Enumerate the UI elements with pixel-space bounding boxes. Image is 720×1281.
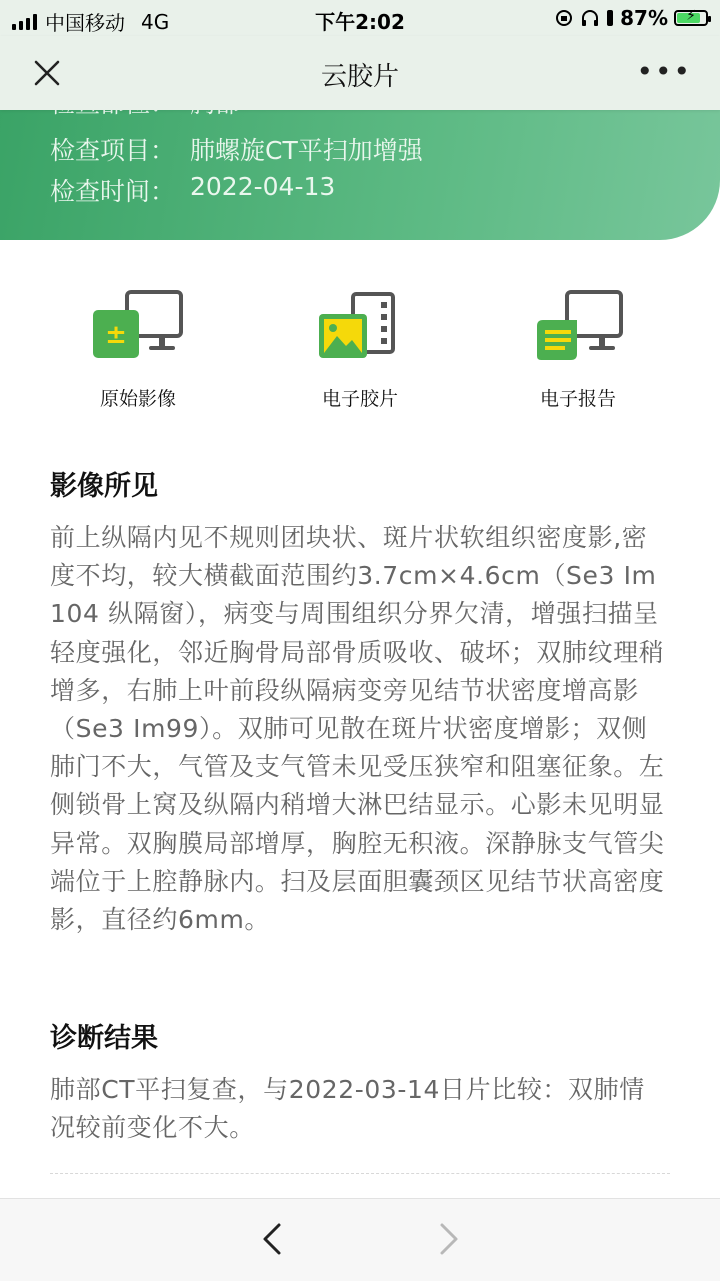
findings-title: 影像所见	[50, 471, 158, 502]
electronic-film-label: 电子胶片	[321, 388, 398, 410]
original-image-label: 原始影像	[99, 388, 176, 410]
findings-body: 前上纵隔内见不规则团块状、斑片状软组织密度影,密度不均，较大横截面范围约3.7cm×4.6cm（Se3 Im104 纵隔窗），病变与周围组织分界欠清，增强扫描呈轻度强化，邻近胸骨局部骨质吸收、破坏；双肺纹理稍增多，右肺上叶前段纵隔病变旁见结节状密度增高影（Se3 Im99）。双肺可见散在斑片状密度增影；双侧肺门不大，气管及支气管未见受压狭窄和阻塞征象。左侧锁骨上窝及纵隔内稍增大淋巴结显示。心影未见明显异常。双胸膜局部增厚，胸腔无积液。深静脉支气管尖端位于上腔静脉内。扫及层面胆囊颈区见结节状高密度影，直径约6mm。	[50, 523, 665, 935]
more-options-icon[interactable]: •••	[636, 55, 692, 88]
electronic-report-icon	[533, 290, 623, 366]
network-label: 4G	[141, 9, 170, 34]
charging-icon: ⚡	[686, 8, 696, 24]
exam-time-label: 检查时间：	[50, 177, 176, 206]
bottom-toolbar	[0, 1198, 720, 1281]
status-right	[554, 6, 708, 30]
forward-arrow-icon[interactable]	[428, 1219, 468, 1259]
status-time: 下午2:02	[315, 10, 405, 34]
exam-item-row	[50, 131, 423, 167]
electronic-report-label: 电子报告	[539, 388, 616, 410]
battery-icon	[674, 10, 708, 26]
rotation-lock-icon	[554, 8, 574, 28]
exam-time-row	[50, 172, 335, 208]
svg-text:±: ±	[105, 320, 127, 350]
diagnosis-title: 诊断结果	[50, 1023, 158, 1054]
back-arrow-icon[interactable]	[253, 1219, 293, 1259]
status-bar	[0, 0, 720, 36]
carrier-label: 中国移动	[45, 11, 125, 35]
exam-item-value: 肺螺旋CT平扫加增强	[190, 136, 423, 165]
exam-time-value: 2022-04-13	[190, 172, 336, 201]
original-image-button[interactable]	[58, 290, 218, 411]
electronic-film-icon	[315, 290, 405, 366]
battery-percent: 87%	[620, 6, 668, 30]
navigation-bar	[0, 36, 720, 110]
divider	[50, 1173, 670, 1174]
electronic-report-button[interactable]	[498, 290, 658, 411]
headphones-icon	[580, 8, 600, 28]
original-image-icon	[93, 290, 183, 366]
findings-section	[50, 464, 670, 939]
page-title: 云胶片	[320, 62, 399, 92]
electronic-film-button[interactable]	[280, 290, 440, 411]
action-grid	[0, 290, 720, 420]
diagnosis-body: 肺部CT平扫复查，与2022-03-14日片比较：双肺情况较前变化不大。	[50, 1075, 645, 1143]
location-icon	[606, 8, 614, 28]
diagnosis-section	[50, 1016, 670, 1147]
exam-item-label: 检查项目：	[50, 136, 176, 165]
